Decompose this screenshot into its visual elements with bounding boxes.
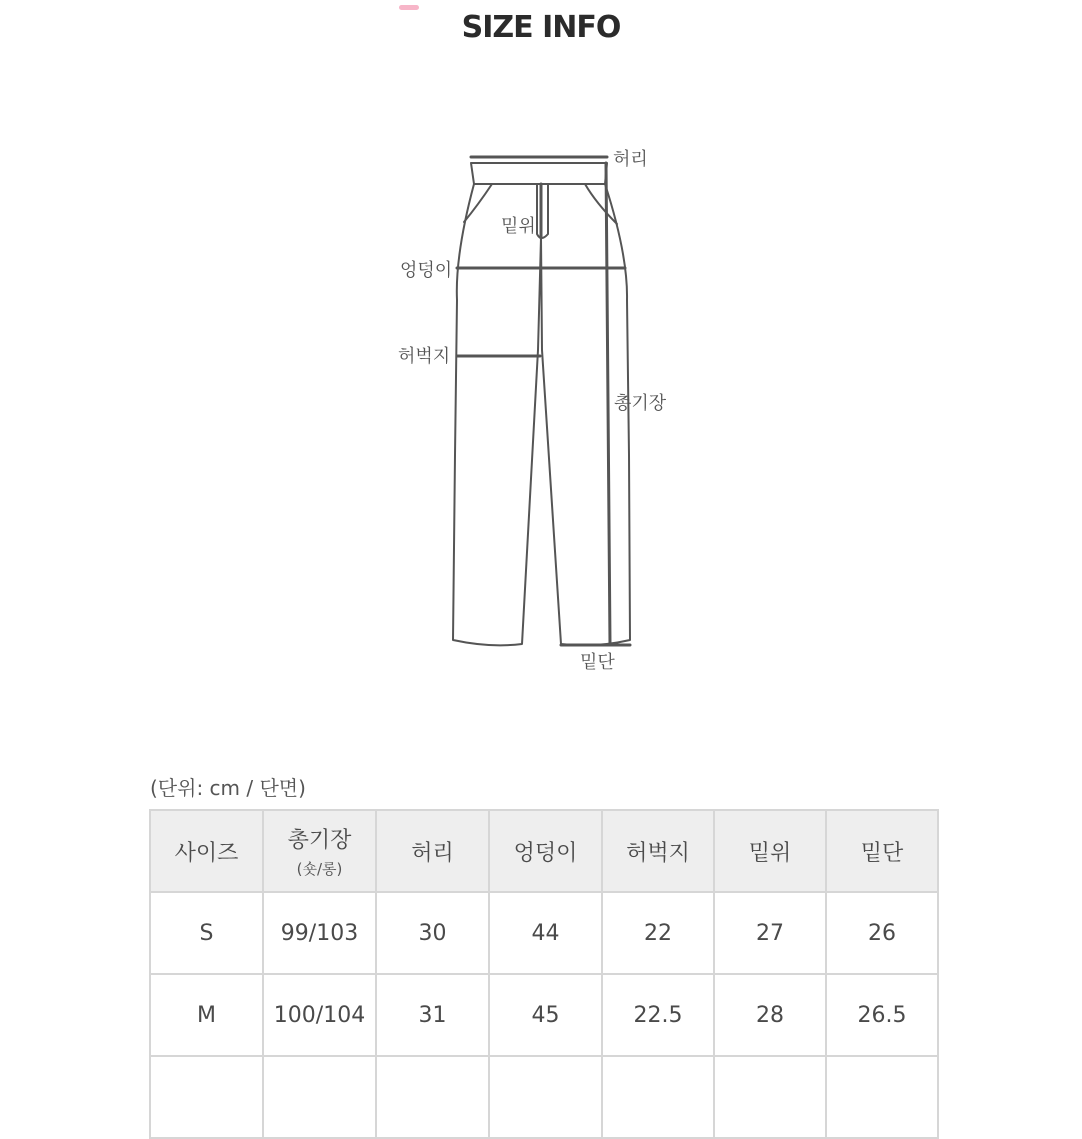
- table-cell: 30: [376, 892, 489, 974]
- table-cell: [263, 1056, 376, 1138]
- label-rise: 밑위: [501, 216, 536, 237]
- table-row: [150, 974, 938, 1056]
- table-cell: 26: [826, 892, 938, 974]
- header-waist: 허리: [376, 810, 489, 892]
- header-rise: 밑위: [714, 810, 826, 892]
- table-cell: [489, 1056, 602, 1138]
- table-cell: 26.5: [826, 974, 938, 1056]
- table-cell: [150, 1056, 263, 1138]
- pants-left-outline: [453, 184, 541, 645]
- total-length-measure-line: [606, 163, 610, 644]
- header-total-length: 총기장 (숏/롱): [263, 810, 376, 892]
- table-cell: [826, 1056, 938, 1138]
- table-cell: 22: [602, 892, 714, 974]
- table-cell: 28: [714, 974, 826, 1056]
- table-cell: 45: [489, 974, 602, 1056]
- pants-right-outline: [541, 184, 630, 645]
- label-total-length: 총기장: [614, 393, 667, 414]
- size-table: [149, 809, 939, 1139]
- table-cell: 27: [714, 892, 826, 974]
- table-cell: 100/104: [263, 974, 376, 1056]
- table-cell: [602, 1056, 714, 1138]
- unit-note: (단위: cm / 단면): [150, 776, 306, 800]
- table-cell: [714, 1056, 826, 1138]
- table-row: [150, 892, 938, 974]
- table-header-row: [150, 810, 938, 892]
- table-cell: 31: [376, 974, 489, 1056]
- table-cell: 22.5: [602, 974, 714, 1056]
- page-title: SIZE INFO: [461, 10, 621, 45]
- table-cell: 44: [489, 892, 602, 974]
- pants-waistband: [471, 163, 607, 184]
- table-cell: [376, 1056, 489, 1138]
- pants-right-pocket: [585, 184, 617, 224]
- header-hip: 엉덩이: [489, 810, 602, 892]
- label-hem: 밑단: [580, 652, 615, 673]
- table-cell: 99/103: [263, 892, 376, 974]
- label-thigh: 허벅지: [398, 346, 451, 367]
- table-cell: S: [150, 892, 263, 974]
- header-thigh: 허벅지: [602, 810, 714, 892]
- header-total-length-sub: (숏/롱): [296, 860, 343, 878]
- header-hem: 밑단: [826, 810, 938, 892]
- label-hip: 엉덩이: [400, 260, 453, 281]
- label-waist: 허리: [613, 149, 648, 170]
- table-row: [150, 1056, 938, 1138]
- table-cell: M: [150, 974, 263, 1056]
- header-size: 사이즈: [150, 810, 263, 892]
